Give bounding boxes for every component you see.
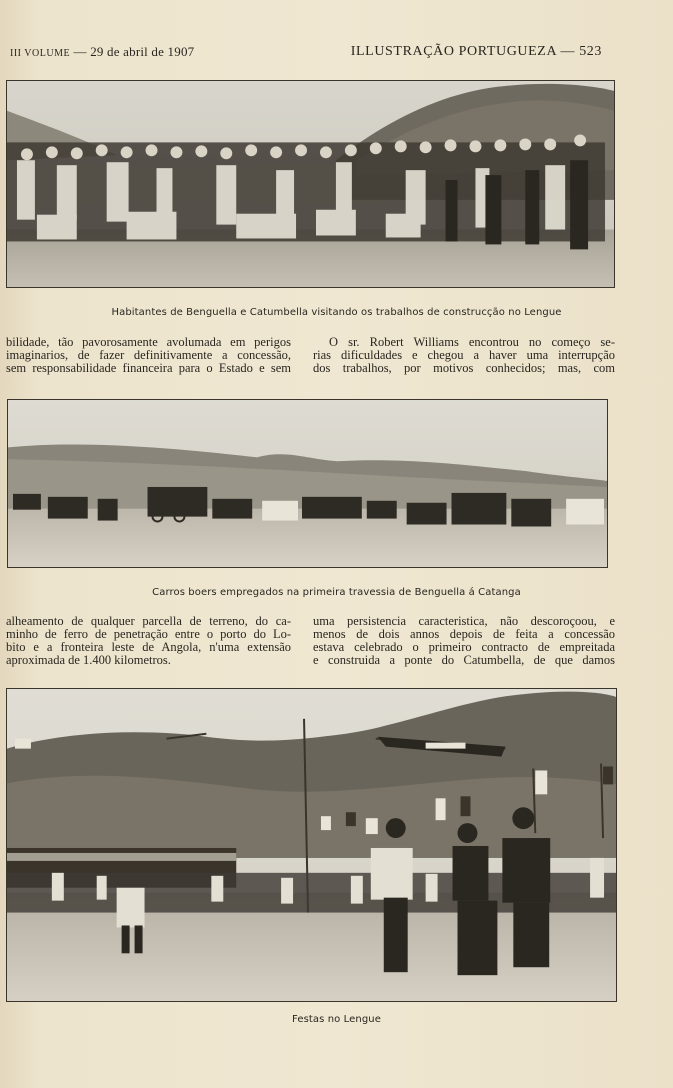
photo-ox-carts xyxy=(7,399,608,568)
header-magazine-title: ILLUSTRAÇÃO PORTUGUEZA — 523 xyxy=(350,44,602,59)
page-header xyxy=(10,44,602,62)
header-date: — 29 de abril de 1907 xyxy=(70,44,195,59)
text-line: menos de dois annos depois de feita a concessão xyxy=(313,628,615,641)
text-line: alheamento de qualquer parcella de terreno, do ca- xyxy=(6,615,291,628)
header-volume-date xyxy=(10,44,194,60)
header-volume: III VOLUME xyxy=(10,48,71,59)
text-line: rias dificuldades e chegou a haver uma interrupção xyxy=(313,349,615,362)
text-line: imaginarios, de fazer definitivamente a concessão, xyxy=(6,349,291,362)
text-line: uma persistencia caracteristica, não descoroçoou, e xyxy=(313,615,615,628)
text-block-2-right xyxy=(313,615,615,667)
text-line: e construida a ponte do Catumbella, de que damos xyxy=(313,654,615,667)
photo-crowd xyxy=(6,80,615,288)
photo-festival-image xyxy=(7,689,616,1001)
caption-photo-festival: Festas no Lengue xyxy=(292,1014,381,1025)
text-line: O sr. Robert Williams encontrou no começo se- xyxy=(329,336,615,349)
text-block-1-left xyxy=(6,336,291,375)
text-line: minho de ferro de penetração entre o porto do Lo- xyxy=(6,628,291,641)
text-line: estava celebrado o primeiro contracto de empreitada xyxy=(313,641,615,654)
text-line: sem responsabilidade financeira para o Estado e sem xyxy=(6,362,291,375)
photo-crowd-image xyxy=(7,81,614,287)
photo-ox-carts-image xyxy=(8,400,607,567)
text-line: bilidade, tão pavorosamente avolumada em perigos xyxy=(6,336,291,349)
caption-photo-ox-carts: Carros boers empregados na primeira travessia de Benguella á Catanga xyxy=(152,587,521,598)
caption-photo-crowd: Habitantes de Benguella e Catumbella visitando os trabalhos de construcção no Lengue xyxy=(111,307,562,318)
text-line: aproximada de 1.400 kilometros. xyxy=(6,654,171,667)
text-block-2-left xyxy=(6,615,291,667)
text-line: dos trabalhos, por motivos conhecidos; mas, com xyxy=(313,362,615,375)
text-block-1-right xyxy=(313,336,615,375)
photo-festival xyxy=(6,688,617,1002)
text-line: bito e a fronteira leste de Angola, n'uma extensão xyxy=(6,641,291,654)
